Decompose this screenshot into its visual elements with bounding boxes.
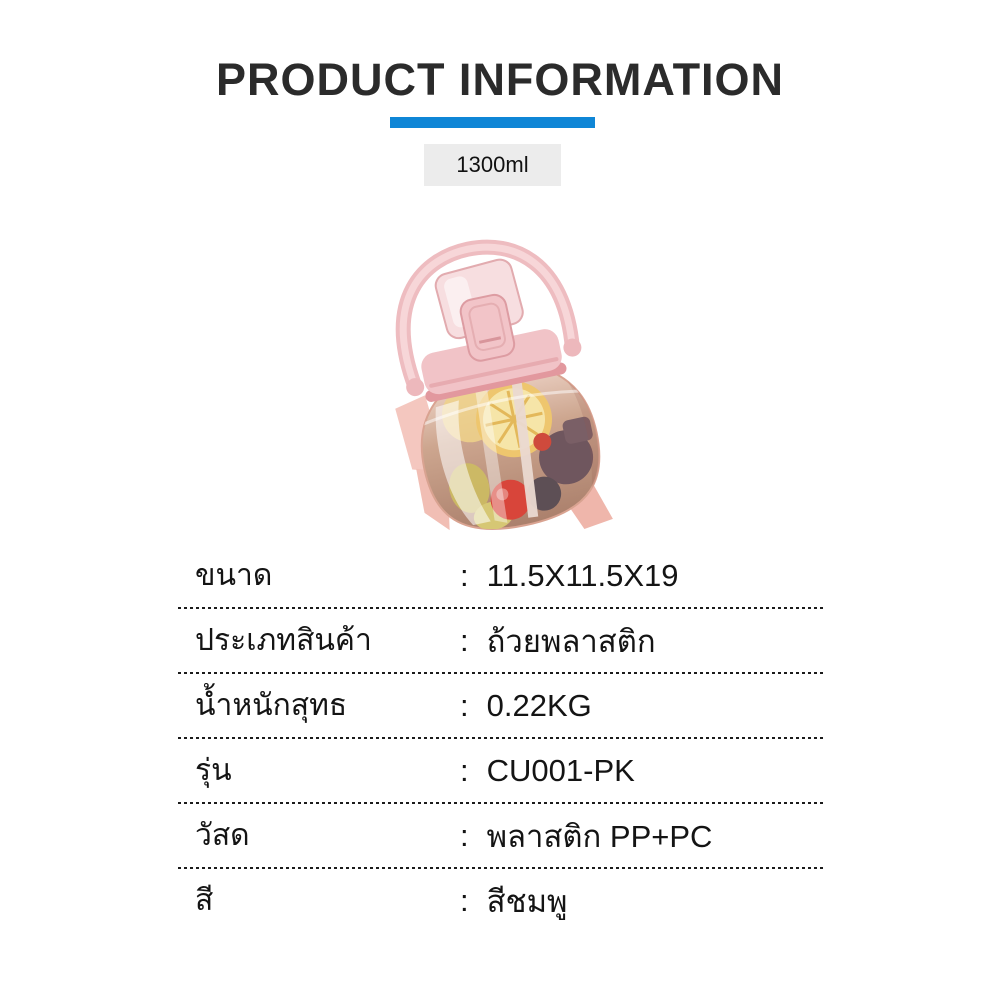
spec-colon: :: [460, 687, 469, 723]
spec-colon: :: [460, 557, 469, 593]
spec-label: รุ่น: [195, 753, 232, 787]
spec-label: ขนาด: [195, 558, 273, 592]
spec-label: น้ำหนักสุทธ: [195, 688, 348, 722]
spec-colon: :: [460, 622, 469, 658]
spec-value: CU001-PK: [486, 752, 635, 788]
spec-row-weight: [178, 674, 823, 737]
spec-value: 11.5X11.5X19: [486, 557, 679, 593]
spec-colon: :: [460, 817, 469, 853]
spec-table: [178, 544, 823, 932]
volume-badge: 1300ml: [424, 144, 561, 186]
bottle-illustration: [366, 212, 630, 542]
spec-row-size: [178, 544, 823, 607]
spec-label: วัสด: [195, 818, 250, 852]
spec-colon: :: [460, 882, 469, 918]
bottle-group: [366, 230, 619, 542]
spec-row-material: [178, 804, 823, 867]
spec-value: 0.22KG: [486, 687, 592, 723]
spec-value: พลาสติก PP+PC: [486, 818, 713, 854]
spec-colon: :: [460, 752, 469, 788]
spec-label: ประเภทสินค้า: [195, 623, 372, 657]
spec-label: สี: [195, 883, 214, 917]
spec-row-color: [178, 869, 823, 932]
page-title: PRODUCT INFORMATION: [215, 54, 785, 105]
spec-row-type: [178, 609, 823, 672]
product-image: [366, 212, 630, 542]
spec-value: ถ้วยพลาสติก: [486, 623, 656, 659]
spec-value: สีชมพู: [486, 883, 568, 919]
spec-row-model: [178, 739, 823, 802]
title-underline-bar: [390, 117, 595, 128]
